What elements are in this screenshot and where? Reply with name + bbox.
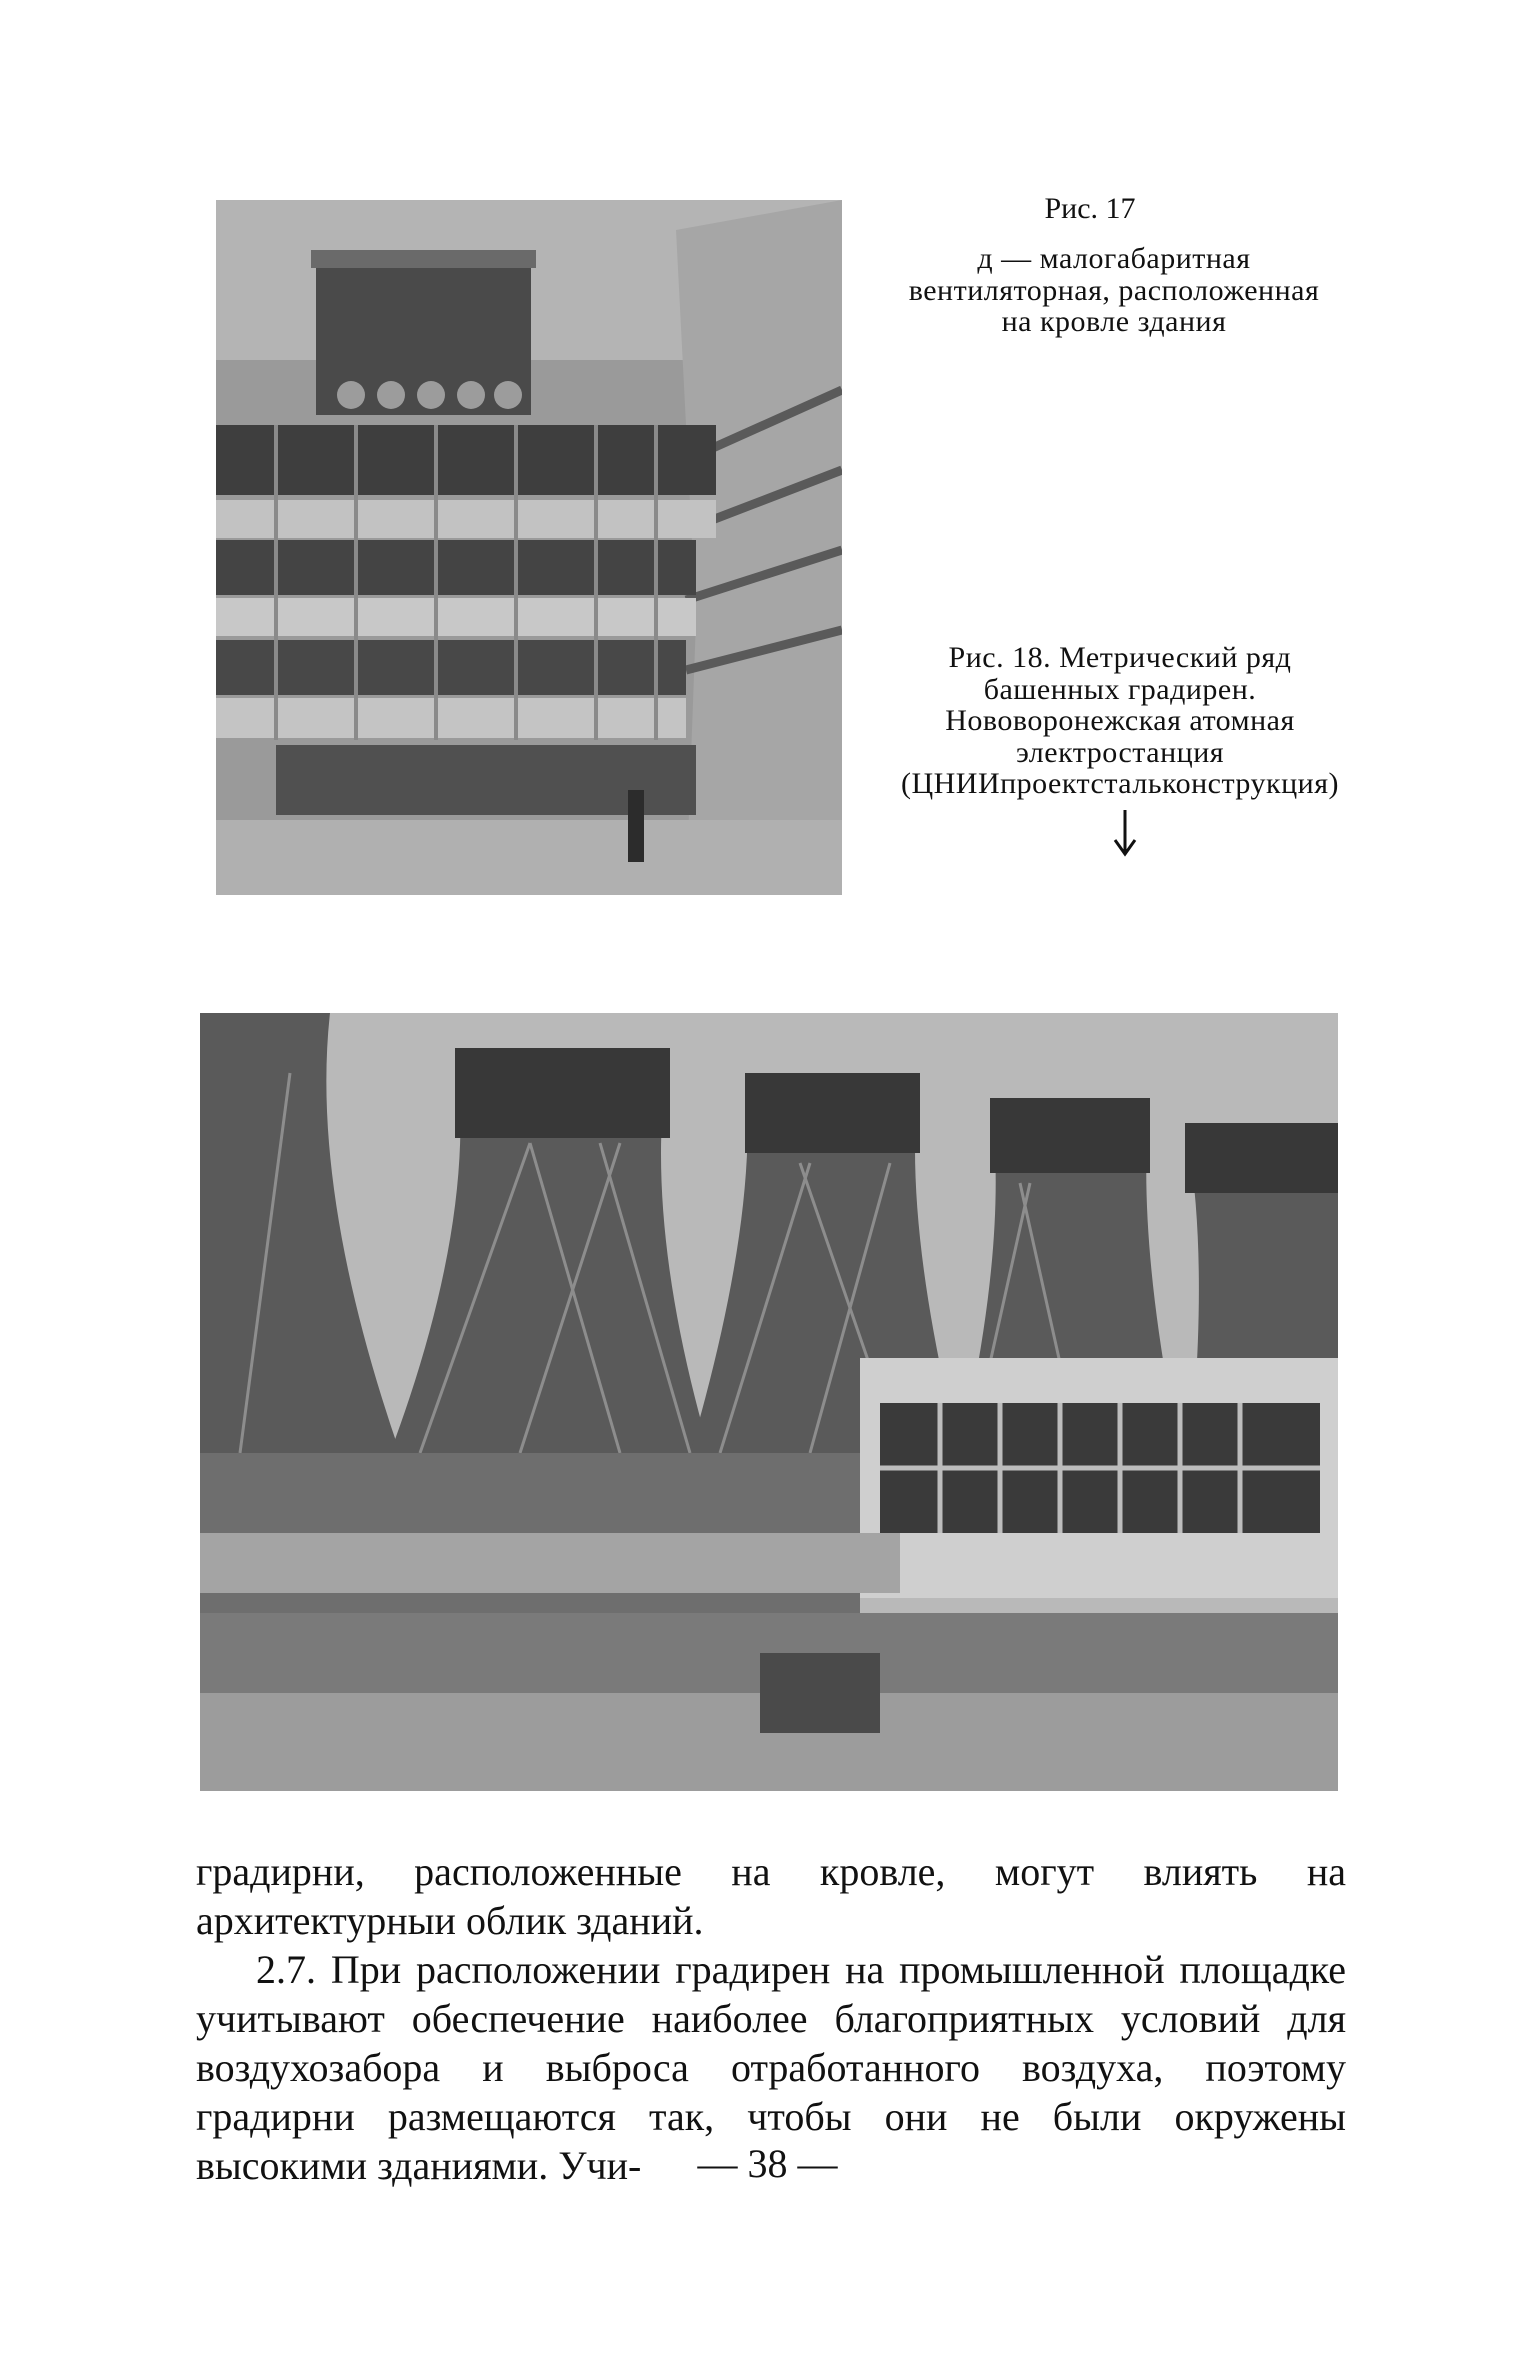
- figure-17-number: Рис. 17: [1044, 192, 1136, 225]
- paragraph-2: 2.7. При расположении градирен на промышленной площадке учитывают обеспечение наиболее благоприятных условий для воздухозабора и выброса отработанного воздуха, поэтому градирни размещаются так, чтобы они не были окружены высокими зданиями. Учи-: [196, 1947, 1346, 2188]
- figure-18-caption: Рис. 18. Метрический ряд башенных градирен. Нововоронежская атомная электростанция (ЦНИИпроектстальконструкция): [900, 641, 1340, 800]
- figure-17-photo: [216, 200, 842, 895]
- figure-17-caption: д — малогабаритная вентиляторная, расположенная на кровле здания: [908, 242, 1320, 338]
- figure-18-photo: [200, 1013, 1338, 1791]
- page-number: — 38 —: [697, 2141, 838, 2186]
- down-arrow-icon: [1105, 808, 1145, 858]
- body-text: [196, 1847, 1346, 2190]
- paragraph-1: градирни, расположенные на кровле, могут влиять на архитектурныи облик зданий.: [196, 1849, 1346, 1943]
